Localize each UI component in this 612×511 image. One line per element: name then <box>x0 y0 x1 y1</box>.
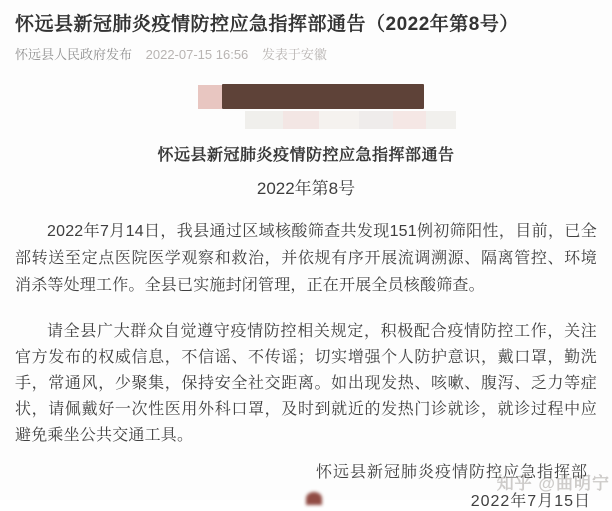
redacted-faint-block <box>283 111 319 129</box>
notice-date: 2022年7月15日 <box>470 493 591 510</box>
red-seal-fragment <box>306 492 322 505</box>
redacted-faint-blocks <box>245 111 456 129</box>
redacted-faint-block <box>426 111 456 129</box>
publish-location: 发表于安徽 <box>261 47 327 62</box>
zhihu-watermark: 知乎 @曲明宁 <box>496 474 610 493</box>
redacted-dark-bar <box>222 84 424 109</box>
article-meta <box>0 38 612 63</box>
page-title: 怀远县新冠肺炎疫情防控应急指挥部通告（2022年第8号） <box>15 14 519 35</box>
redacted-faint-block <box>319 111 359 129</box>
redacted-pink-block <box>198 85 222 109</box>
redacted-faint-block <box>393 111 426 129</box>
notice-title: 怀远县新冠肺炎疫情防控应急指挥部通告 <box>157 147 455 164</box>
notice-paragraph-1: 2022年7月14日，我县通过区域核酸筛查共发现151例初筛阳性，目前，已全部转送至定点医院医学观察和救治，并依规有序开展流调溯源、隔离管控、环境消杀等处理工作。全县已实施封闭管理，正在开展全员核酸筛查。 <box>15 223 597 294</box>
redacted-faint-block <box>245 111 283 129</box>
redacted-faint-block <box>359 111 393 129</box>
notice-signature: 怀远县新冠肺炎疫情防控应急指挥部 <box>315 464 588 481</box>
publisher-name: 怀远县人民政府发布 <box>15 47 133 62</box>
publish-timestamp: 2022-07-15 16:56 <box>145 47 249 62</box>
notice-paragraph-2: 请全县广大群众自觉遵守疫情防控相关规定，积极配合疫情防控工作，关注官方发布的权威信息，不信谣、不传谣；切实增强个人防护意识，戴口罩，勤洗手，常通风，少聚集，保持安全社交距离。如出现发热、咳嗽、腹泻、乏力等症状，请佩戴好一次性医用外科口罩，及时到就近的发热门诊就诊，就诊过程中应避免乘坐公共交通工具。 <box>15 323 597 444</box>
notice-number: 2022年第8号 <box>256 179 356 198</box>
redacted-letterhead <box>0 85 612 129</box>
